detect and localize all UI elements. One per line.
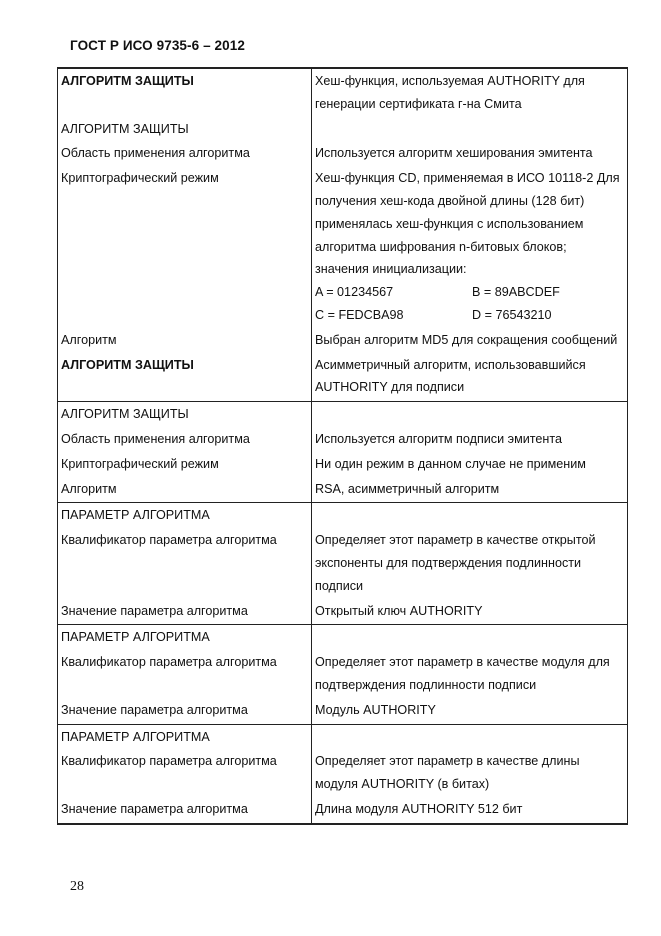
init-value-a: A = 01234567 [315,285,394,300]
table-row [58,724,628,750]
row-value: RSA, асимметричный алгоритм [312,478,628,503]
table-row [58,478,628,503]
init-values-row-1 [315,281,623,304]
row-label: Область применения алгоритма [58,428,312,453]
row-value: Определяет этот параметр в качестве открытой экспоненты для подтверждения подлинности подписи [312,529,628,599]
table-row [58,453,628,478]
row-label: Алгоритм [58,478,312,503]
block-heading: ПАРАМЕТР АЛГОРИТМА [58,625,312,651]
table-row [58,428,628,453]
block-value: Хеш-функция, используемая AUTHORITY для генерации сертификата г-на Смита [312,68,628,118]
table-row [58,503,628,529]
table-row [58,142,628,167]
table-row [58,68,628,118]
row-label: АЛГОРИТМ ЗАЩИТЫ [58,118,312,143]
row-value: Определяет этот параметр в качестве модуля для подтверждения подлинности подписи [312,651,628,699]
row-label: Алгоритм [58,329,312,354]
row-label: Область применения алгоритма [58,142,312,167]
document-header: ГОСТ Р ИСО 9735-6 – 2012 [70,38,245,53]
block-heading: АЛГОРИТМ ЗАЩИТЫ [58,354,312,402]
table-row [58,651,628,699]
init-value-b: B = 89ABCDEF [472,285,560,300]
row-value: Открытый ключ AUTHORITY [312,600,628,625]
block-value [312,503,628,529]
row-label: Криптографический режим [58,167,312,329]
init-values-row-2 [315,304,623,327]
row-label: Значение параметра алгоритма [58,699,312,724]
row-value: Используется алгоритм подписи эмитента [312,428,628,453]
table-row [58,699,628,724]
crypto-mode-description: Хеш-функция CD, применяемая в ИСО 10118-2 Для получения хеш-кода двойной длины (128 бит) применялась хеш-функция с использованием алгоритма шифрования n-битовых блоков; значения инициализации: [315,171,620,277]
table-row [58,118,628,143]
row-label: Квалификатор параметра алгоритма [58,651,312,699]
block-value: Асимметричный алгоритм, использовавшийся AUTHORITY для подписи [312,354,628,402]
page-number: 28 [70,879,84,894]
row-label: Значение параметра алгоритма [58,798,312,824]
row-value: Длина модуля AUTHORITY 512 бит [312,798,628,824]
table-row [58,167,628,329]
row-value: Используется алгоритм хеширования эмитента [312,142,628,167]
block-heading: АЛГОРИТМ ЗАЩИТЫ [58,402,312,428]
init-value-d: D = 76543210 [472,307,552,322]
row-value [312,118,628,143]
specification-table [57,67,628,825]
row-label: Квалификатор параметра алгоритма [58,529,312,599]
table-row [58,529,628,599]
table-row [58,798,628,824]
row-label: Квалификатор параметра алгоритма [58,750,312,798]
table-row [58,354,628,402]
table-row [58,625,628,651]
table-row [58,600,628,625]
row-value: Ни один режим в данном случае не применим [312,453,628,478]
block-value [312,402,628,428]
row-value: Выбран алгоритм MD5 для сокращения сообщений [312,329,628,354]
table-row [58,402,628,428]
row-label: Значение параметра алгоритма [58,600,312,625]
row-label: Криптографический режим [58,453,312,478]
block-value [312,625,628,651]
table-row [58,750,628,798]
row-value-with-init [312,167,628,329]
row-value: Модуль AUTHORITY [312,699,628,724]
block-heading: АЛГОРИТМ ЗАЩИТЫ [58,68,312,118]
init-value-c: C = FEDCBA98 [315,307,404,322]
block-heading: ПАРАМЕТР АЛГОРИТМА [58,724,312,750]
table-row [58,329,628,354]
row-value: Определяет этот параметр в качестве длины модуля AUTHORITY (в битах) [312,750,628,798]
block-value [312,724,628,750]
block-heading: ПАРАМЕТР АЛГОРИТМА [58,503,312,529]
